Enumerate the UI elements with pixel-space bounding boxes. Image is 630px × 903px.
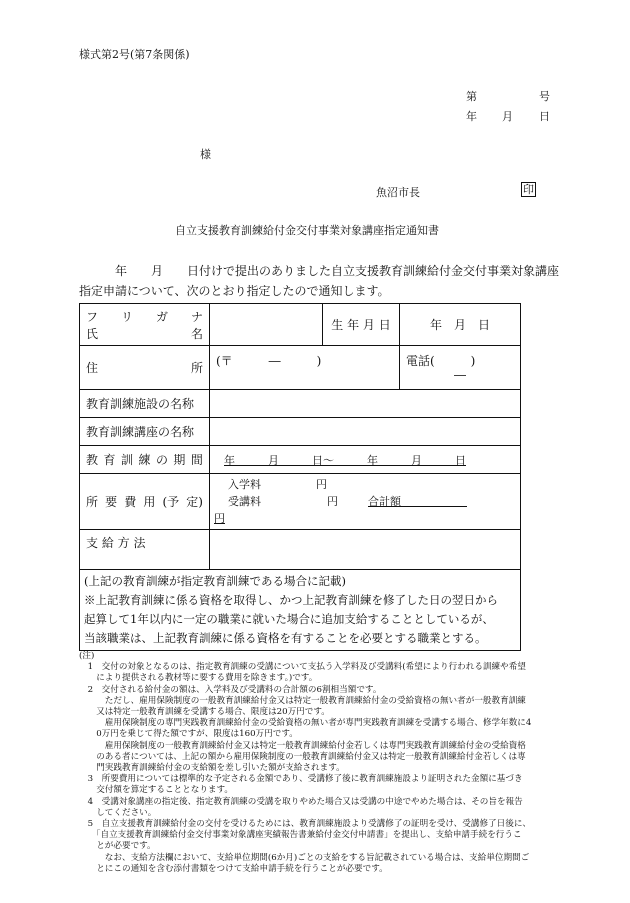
addressee-sama: 様: [200, 148, 211, 161]
cost-row: [80, 474, 521, 530]
note-line: のある者については、上記の額から雇用保険制度の一般教育訓練給付金又は特定一般教育訓練給付金若しくは専: [79, 751, 526, 762]
remarks-row: [80, 570, 521, 651]
note-line: 1 交付の対象となるのは、指定教育訓練の受講について支払う入学料及び受講料(希望により行われる訓練や希望: [79, 662, 526, 673]
note-line: により提供される教材等に要する費用を除きます。)です。: [79, 673, 318, 684]
phone-dash: ―: [454, 368, 466, 382]
name-label-cell: [80, 304, 210, 346]
note-line: 0万円を乗じて得た額ですが、限度は160万円です。: [79, 729, 298, 740]
address-label: 住 所: [86, 361, 203, 375]
cost-total: 合計額: [368, 495, 467, 508]
note-line: 門実践教育訓練給付金の支給額を差し引いた額が支給されます。: [79, 763, 345, 774]
birth-label: 生 年 月 日: [323, 304, 400, 346]
facility-row: [80, 390, 521, 418]
notes-section: [79, 651, 549, 875]
document-title: 自立支援教育訓練給付金交付事業対象講座指定通知書: [175, 224, 439, 237]
note-line: なお、支給方法欄において、支給単位期間(6か月)ごとの支給をする旨記載されている場合は、支給単位期間ご: [79, 852, 530, 863]
doc-number-dai: 第: [466, 90, 477, 103]
remarks-line-4: 当該職業は、上記教育訓練に係る資格を有することを必要とする職業とする。: [84, 631, 487, 645]
facility-value: [210, 390, 521, 418]
remarks-line-1: (上記の教育訓練が指定教育訓練である場合に記載): [84, 574, 346, 588]
address-row: [80, 346, 521, 390]
notification-table: [79, 303, 521, 651]
cost-entrance: 入学料 円: [228, 478, 327, 491]
note-line: 雇用保険制度の専門実践教育訓練給付金の受給資格の無い者が専門実践教育訓練を受講する場合、修学年数に4: [79, 718, 532, 729]
facility-label: 教育訓練施設の名称: [80, 390, 210, 418]
note-line: (注): [79, 651, 95, 661]
payment-row: [80, 530, 521, 570]
furigana-label: フ リ ガ ナ: [86, 309, 203, 324]
note-line: 交付額を算定することとなります。: [79, 785, 234, 796]
cost-label-cell: [80, 474, 210, 530]
note-line: してください。: [79, 807, 157, 818]
note-line: 4 受講対象講座の指定後、指定教育訓練の受講を取りやめた場合又は受講の中途でやめた場合は、その旨を報告: [79, 796, 523, 807]
date-year: 年: [466, 110, 477, 123]
form-number: 様式第2号(第7条関係): [79, 48, 190, 61]
course-label: 教育訓練講座の名称: [80, 418, 210, 446]
intro-line-1: 年 月 日付けで提出のありました自立支援教育訓練給付金交付事業対象講座: [115, 264, 560, 278]
name-value: [210, 304, 323, 346]
cost-value-cell: [210, 474, 521, 530]
cost-total-yen: 円: [214, 512, 225, 525]
name-label: 氏 名: [86, 326, 203, 341]
remarks-cell: [80, 570, 521, 651]
note-line: 5 自立支援教育訓練給付金の交付を受けるためには、教育訓練施設より受講修了の証明を受け、受講修了日後に、: [79, 819, 532, 830]
address-label-cell: [80, 346, 210, 390]
note-line: 2 交付される給付金の額は、入学料及び受講料の合計額の6割相当額です。: [79, 684, 382, 695]
payment-value: [210, 530, 521, 570]
cost-tuition-line: [214, 493, 516, 510]
remarks-line-3: 起算して1年以内に一定の職業に就いた場合に追加支給することとしているが、: [84, 612, 494, 626]
period-row: [80, 446, 521, 474]
address-value: (〒 ― ): [210, 346, 400, 390]
period-label: 教 育 訓 練 の 期 間: [86, 453, 203, 467]
course-row: [80, 418, 521, 446]
note-line: 又は特定一般教育訓練を受講する場合、限度は20万円です。: [79, 707, 330, 718]
note-line: とが必要です。: [79, 841, 156, 852]
note-line: 「自立支援教育訓練給付金交付事業対象講座実績報告書兼給付金交付申請書」を提出し、支給申請手続を行うこ: [79, 830, 522, 841]
date-day: 日: [539, 110, 550, 123]
phone-cell: [400, 346, 521, 390]
course-value: [210, 418, 521, 446]
period-value: 年 月 日～ 年 月 日: [224, 453, 466, 467]
note-line: 3 所要費用については標準的な予定される金額であり、受講修了後に教育訓練施設より証明された金額に基づき: [79, 774, 523, 785]
date-month: 月: [502, 110, 513, 123]
doc-number-go: 号: [539, 90, 550, 103]
period-value-cell: [210, 446, 521, 474]
note-line: とにこの通知を含む添付書類をつけて支給申請手続を行うことが必要です。: [79, 863, 388, 874]
phone-label: 電話( ): [406, 354, 476, 368]
period-label-cell: [80, 446, 210, 474]
intro-line-2: 指定申請について、次のとおり指定したので通知します。: [79, 284, 390, 298]
remarks-line-2: ※上記教育訓練に係る資格を取得し、かつ上記教育訓練を修了した日の翌日から: [84, 593, 498, 607]
birth-value: 年 月 日: [400, 304, 521, 346]
cost-tuition: 受講料 円: [228, 495, 338, 508]
note-line: ただし、雇用保険制度の一般教育訓練給付金又は特定一般教育訓練給付金の受給資格の無い者が一般教育訓練: [79, 695, 526, 706]
note-line: 雇用保険制度の一般教育訓練給付金又は特定一般教育訓練給付金若しくは専門実践教育訓練給付金の受給資格: [79, 740, 526, 751]
seal-mark: 印: [523, 183, 534, 196]
issuer-name: 魚沼市長: [376, 186, 420, 199]
cost-label: 所 要 費 用 (予 定): [86, 495, 203, 509]
name-row: [80, 304, 521, 346]
payment-label: 支 給 方 法: [80, 530, 210, 570]
